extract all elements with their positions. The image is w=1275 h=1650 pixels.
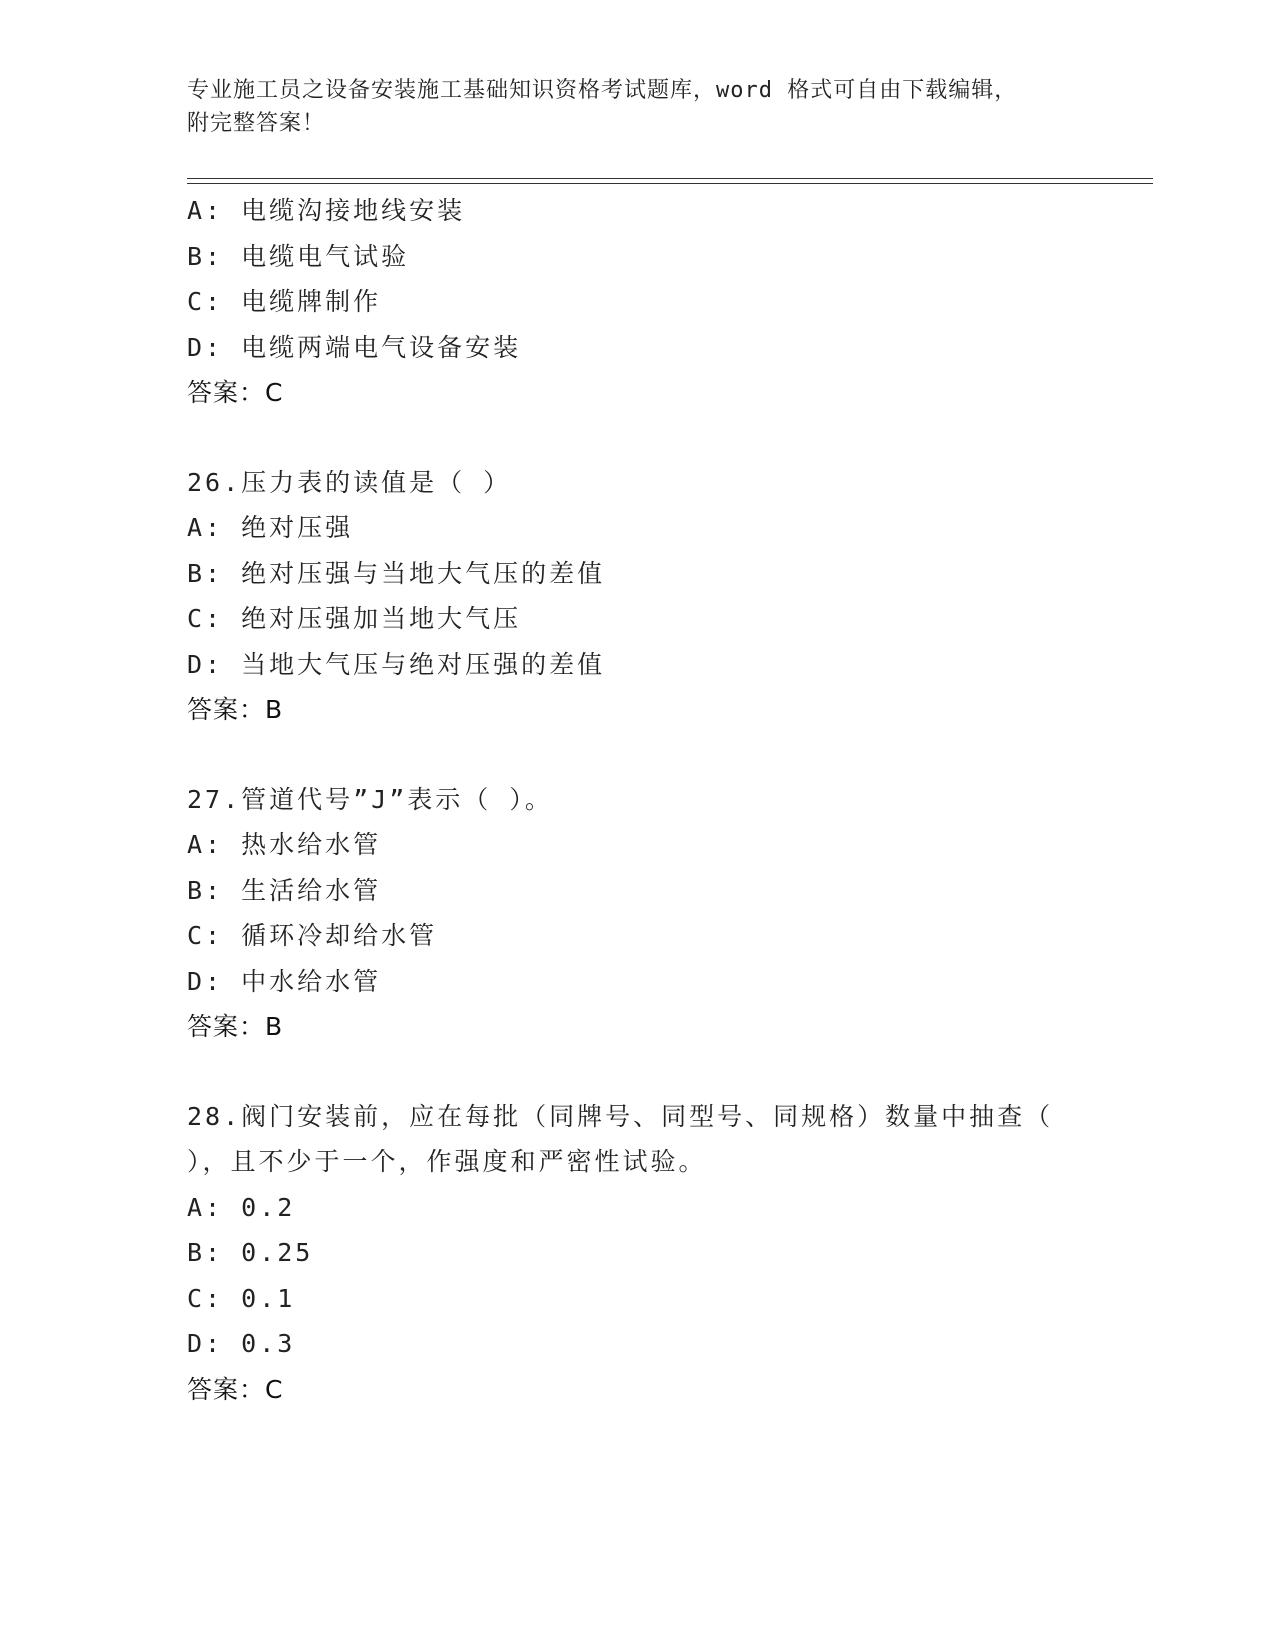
option-c: C: 绝对压强加当地大气压 (187, 604, 522, 633)
spacer (187, 733, 1127, 777)
header-divider-top (187, 178, 1153, 179)
answer: 答案：C (187, 378, 284, 407)
option-a: A: 热水给水管 (187, 830, 382, 859)
option-b: B: 绝对压强与当地大气压的差值 (187, 558, 606, 588)
option-a: A: 绝对压强 (187, 513, 354, 542)
option-d: D: 电缆两端电气设备安装 (187, 332, 522, 362)
option-b: B: 0.25 (187, 1238, 314, 1267)
question-text: 26.压力表的读值是（ ） (187, 467, 512, 497)
option-a: A: 电缆沟接地线安装 (187, 196, 466, 225)
question-25 (187, 188, 1127, 416)
option-d: D: 当地大气压与绝对压强的差值 (187, 649, 606, 679)
option-c: C: 0.1 (187, 1283, 296, 1313)
spacer (187, 1050, 1127, 1094)
question-28 (187, 1094, 1127, 1413)
spacer (187, 416, 1127, 460)
option-c: C: 电缆牌制作 (187, 287, 382, 316)
header-line-2: 附完整答案！ (187, 111, 326, 136)
option-d: D: 中水给水管 (187, 966, 382, 996)
answer: 答案：B (187, 695, 284, 724)
question-content (187, 188, 1127, 1412)
question-27 (187, 777, 1127, 1050)
document-header (187, 74, 1087, 140)
question-text: 27.管道代号”J”表示（ ）。 (187, 784, 553, 814)
answer: 答案：C (187, 1374, 284, 1404)
option-c: C: 循环冷却给水管 (187, 921, 438, 950)
question-text-line-2: ），且不少于一个，作强度和严密性试验。 (187, 1147, 707, 1176)
option-b: B: 电缆电气试验 (187, 241, 410, 271)
header-line-1: 专业施工员之设备安装施工基础知识资格考试题库，word 格式可自由下载编辑， (187, 78, 1018, 103)
option-b: B: 生活给水管 (187, 875, 382, 905)
question-26 (187, 460, 1127, 733)
question-text-line-1: 28.阀门安装前，应在每批（同牌号、同型号、同规格）数量中抽查（ (187, 1101, 1054, 1131)
option-d: D: 0.3 (187, 1329, 296, 1358)
header-divider-bottom (187, 183, 1153, 184)
answer: 答案：B (187, 1012, 284, 1041)
option-a: A: 0.2 (187, 1192, 296, 1222)
